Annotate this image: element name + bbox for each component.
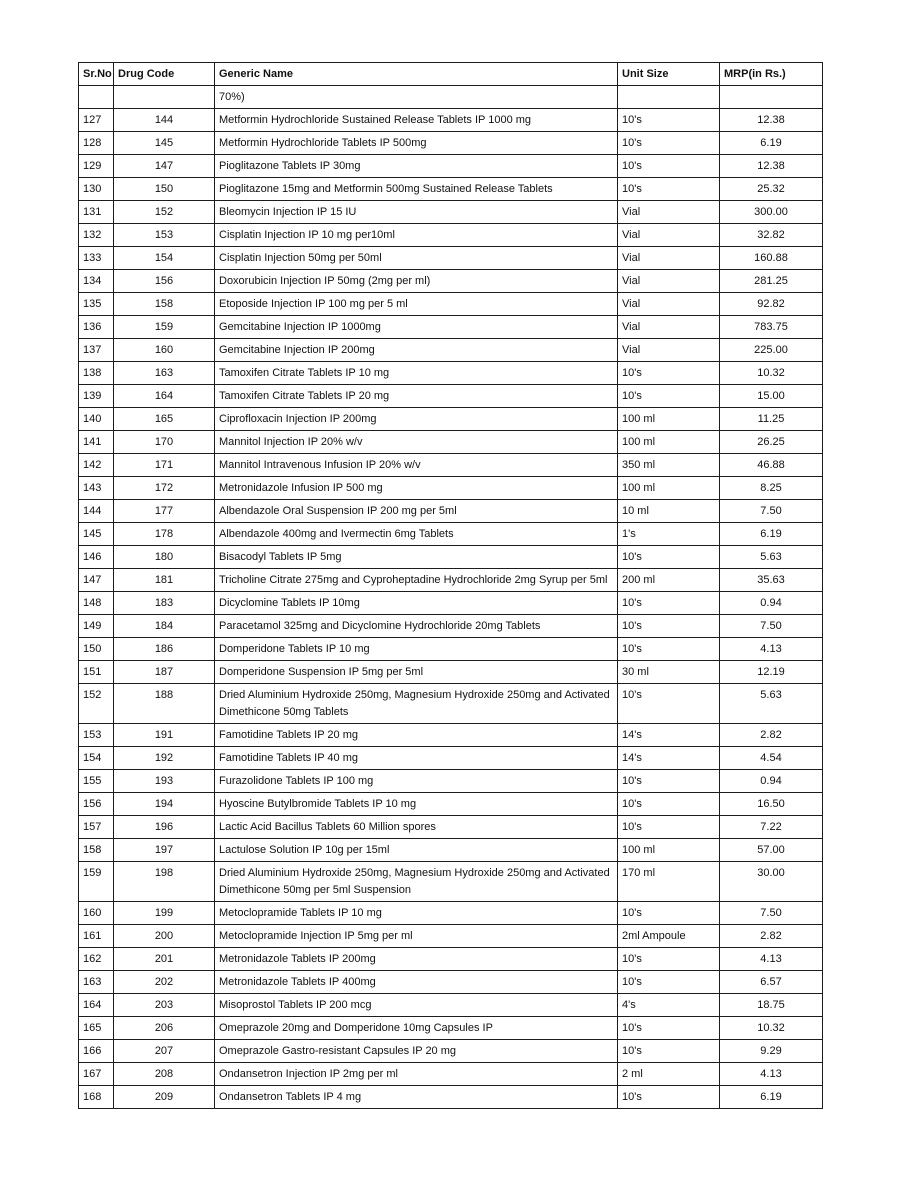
table-row: [79, 316, 823, 339]
cell-mrp: 12.19: [720, 661, 823, 684]
cell-srno: 151: [79, 661, 114, 684]
cell-srno: 162: [79, 948, 114, 971]
cell-srno: 153: [79, 724, 114, 747]
cell-unit-size: 10's: [618, 592, 720, 615]
cell-srno: 131: [79, 201, 114, 224]
cell-srno: 149: [79, 615, 114, 638]
table-row: [79, 684, 823, 724]
cell-srno: 139: [79, 385, 114, 408]
cell-unit-size: 10's: [618, 155, 720, 178]
cell-generic-name: Omeprazole 20mg and Domperidone 10mg Capsules IP: [215, 1017, 618, 1040]
cell-generic-name: Domperidone Tablets IP 10 mg: [215, 638, 618, 661]
table-row: [79, 1086, 823, 1109]
cell-mrp: 6.19: [720, 1086, 823, 1109]
cell-generic-name: Paracetamol 325mg and Dicyclomine Hydrochloride 20mg Tablets: [215, 615, 618, 638]
cell-mrp: 18.75: [720, 994, 823, 1017]
cell-mrp: 7.22: [720, 816, 823, 839]
cell-mrp: 4.13: [720, 1063, 823, 1086]
cell-unit-size: 100 ml: [618, 408, 720, 431]
cell-mrp: 32.82: [720, 224, 823, 247]
cell-unit-size: [618, 86, 720, 109]
table-row: [79, 793, 823, 816]
cell-drug-code: 159: [114, 316, 215, 339]
cell-generic-name: Domperidone Suspension IP 5mg per 5ml: [215, 661, 618, 684]
cell-unit-size: 10's: [618, 109, 720, 132]
cell-drug-code: 197: [114, 839, 215, 862]
cell-unit-size: 10's: [618, 638, 720, 661]
table-row: [79, 132, 823, 155]
cell-unit-size: Vial: [618, 316, 720, 339]
cell-drug-code: 206: [114, 1017, 215, 1040]
table-body: [79, 86, 823, 1109]
cell-mrp: 12.38: [720, 109, 823, 132]
cell-mrp: 225.00: [720, 339, 823, 362]
cell-unit-size: 10's: [618, 793, 720, 816]
cell-unit-size: 10's: [618, 1040, 720, 1063]
table-row: [79, 339, 823, 362]
cell-srno: 148: [79, 592, 114, 615]
cell-drug-code: 177: [114, 500, 215, 523]
cell-srno: 132: [79, 224, 114, 247]
cell-unit-size: Vial: [618, 224, 720, 247]
cell-generic-name: Dried Aluminium Hydroxide 250mg, Magnesium Hydroxide 250mg and Activated Dimethicone 50mg per 5ml Suspension: [215, 862, 618, 902]
cell-unit-size: 10's: [618, 385, 720, 408]
table-row: [79, 747, 823, 770]
cell-unit-size: 2ml Ampoule: [618, 925, 720, 948]
cell-generic-name: Omeprazole Gastro-resistant Capsules IP 20 mg: [215, 1040, 618, 1063]
cell-generic-name: Ondansetron Tablets IP 4 mg: [215, 1086, 618, 1109]
cell-srno: 128: [79, 132, 114, 155]
cell-unit-size: 10's: [618, 902, 720, 925]
cell-unit-size: Vial: [618, 270, 720, 293]
cell-mrp: 25.32: [720, 178, 823, 201]
table-row: [79, 454, 823, 477]
cell-drug-code: 147: [114, 155, 215, 178]
cell-drug-code: 144: [114, 109, 215, 132]
cell-drug-code: 192: [114, 747, 215, 770]
cell-unit-size: 10's: [618, 615, 720, 638]
cell-drug-code: 200: [114, 925, 215, 948]
cell-srno: 168: [79, 1086, 114, 1109]
cell-srno: 154: [79, 747, 114, 770]
cell-unit-size: 14's: [618, 747, 720, 770]
cell-srno: 133: [79, 247, 114, 270]
cell-unit-size: 10's: [618, 971, 720, 994]
cell-unit-size: 10's: [618, 1086, 720, 1109]
cell-srno: 167: [79, 1063, 114, 1086]
cell-generic-name: Misoprostol Tablets IP 200 mcg: [215, 994, 618, 1017]
cell-drug-code: 191: [114, 724, 215, 747]
cell-generic-name: Ciprofloxacin Injection IP 200mg: [215, 408, 618, 431]
cell-mrp: 7.50: [720, 615, 823, 638]
cell-srno: 144: [79, 500, 114, 523]
cell-drug-code: 184: [114, 615, 215, 638]
cell-mrp: 4.54: [720, 747, 823, 770]
cell-mrp: [720, 86, 823, 109]
cell-generic-name: Tamoxifen Citrate Tablets IP 10 mg: [215, 362, 618, 385]
cell-srno: 137: [79, 339, 114, 362]
cell-generic-name: Albendazole 400mg and Ivermectin 6mg Tablets: [215, 523, 618, 546]
cell-mrp: 57.00: [720, 839, 823, 862]
table-row: [79, 770, 823, 793]
cell-srno: 142: [79, 454, 114, 477]
cell-unit-size: 10 ml: [618, 500, 720, 523]
cell-drug-code: 181: [114, 569, 215, 592]
cell-srno: 166: [79, 1040, 114, 1063]
cell-srno: 136: [79, 316, 114, 339]
cell-generic-name: Mannitol Injection IP 20% w/v: [215, 431, 618, 454]
cell-mrp: 7.50: [720, 500, 823, 523]
table-row: [79, 615, 823, 638]
cell-srno: 157: [79, 816, 114, 839]
cell-mrp: 5.63: [720, 684, 823, 724]
cell-generic-name: Bleomycin Injection IP 15 IU: [215, 201, 618, 224]
cell-drug-code: 163: [114, 362, 215, 385]
cell-unit-size: 100 ml: [618, 477, 720, 500]
col-header-drug-code: Drug Code: [114, 63, 215, 86]
table-row: [79, 293, 823, 316]
table-row: [79, 1017, 823, 1040]
cell-unit-size: Vial: [618, 247, 720, 270]
cell-generic-name: Metformin Hydrochloride Tablets IP 500mg: [215, 132, 618, 155]
cell-drug-code: 196: [114, 816, 215, 839]
cell-drug-code: 207: [114, 1040, 215, 1063]
cell-unit-size: 100 ml: [618, 839, 720, 862]
table-row: [79, 201, 823, 224]
cell-unit-size: 10's: [618, 178, 720, 201]
table-row: [79, 270, 823, 293]
cell-unit-size: 10's: [618, 1017, 720, 1040]
cell-drug-code: 150: [114, 178, 215, 201]
cell-unit-size: 10's: [618, 132, 720, 155]
table-row: [79, 155, 823, 178]
cell-drug-code: 209: [114, 1086, 215, 1109]
table-header: [79, 63, 823, 86]
table-row: [79, 523, 823, 546]
table-row: [79, 816, 823, 839]
cell-mrp: 783.75: [720, 316, 823, 339]
table-row: [79, 247, 823, 270]
cell-unit-size: 2 ml: [618, 1063, 720, 1086]
cell-mrp: 0.94: [720, 770, 823, 793]
cell-srno: 146: [79, 546, 114, 569]
cell-generic-name: Cisplatin Injection IP 10 mg per10ml: [215, 224, 618, 247]
cell-mrp: 10.32: [720, 362, 823, 385]
cell-srno: 158: [79, 839, 114, 862]
cell-unit-size: 10's: [618, 816, 720, 839]
table-row: [79, 408, 823, 431]
cell-mrp: 35.63: [720, 569, 823, 592]
table-row: [79, 994, 823, 1017]
drug-price-table: [78, 62, 823, 1109]
cell-drug-code: 198: [114, 862, 215, 902]
cell-mrp: 6.19: [720, 523, 823, 546]
cell-unit-size: 30 ml: [618, 661, 720, 684]
cell-mrp: 15.00: [720, 385, 823, 408]
col-header-srno: Sr.No: [79, 63, 114, 86]
cell-generic-name: Pioglitazone 15mg and Metformin 500mg Sustained Release Tablets: [215, 178, 618, 201]
cell-mrp: 92.82: [720, 293, 823, 316]
cell-mrp: 11.25: [720, 408, 823, 431]
cell-drug-code: 156: [114, 270, 215, 293]
cell-drug-code: 186: [114, 638, 215, 661]
cell-drug-code: 172: [114, 477, 215, 500]
cell-generic-name: Lactulose Solution IP 10g per 15ml: [215, 839, 618, 862]
cell-generic-name: Furazolidone Tablets IP 100 mg: [215, 770, 618, 793]
col-header-mrp: MRP(in Rs.): [720, 63, 823, 86]
cell-unit-size: 200 ml: [618, 569, 720, 592]
table-row: [79, 477, 823, 500]
cell-mrp: 30.00: [720, 862, 823, 902]
col-header-generic-name: Generic Name: [215, 63, 618, 86]
table-row: [79, 224, 823, 247]
cell-generic-name: Metoclopramide Tablets IP 10 mg: [215, 902, 618, 925]
cell-drug-code: 180: [114, 546, 215, 569]
cell-generic-name: Dried Aluminium Hydroxide 250mg, Magnesium Hydroxide 250mg and Activated Dimethicone 50mg Tablets: [215, 684, 618, 724]
cell-drug-code: 187: [114, 661, 215, 684]
cell-generic-name: Gemcitabine Injection IP 1000mg: [215, 316, 618, 339]
cell-unit-size: 4's: [618, 994, 720, 1017]
table-row: [79, 971, 823, 994]
cell-drug-code: 158: [114, 293, 215, 316]
cell-mrp: 10.32: [720, 1017, 823, 1040]
table-row: [79, 902, 823, 925]
cell-srno: 129: [79, 155, 114, 178]
cell-generic-name: Tricholine Citrate 275mg and Cyproheptadine Hydrochloride 2mg Syrup per 5ml: [215, 569, 618, 592]
cell-srno: 140: [79, 408, 114, 431]
table-row: [79, 1063, 823, 1086]
cell-drug-code: 202: [114, 971, 215, 994]
cell-srno: 163: [79, 971, 114, 994]
table-row: [79, 925, 823, 948]
cell-srno: 134: [79, 270, 114, 293]
table-row: [79, 569, 823, 592]
cell-generic-name: Ondansetron Injection IP 2mg per ml: [215, 1063, 618, 1086]
table-row: [79, 109, 823, 132]
cell-mrp: 46.88: [720, 454, 823, 477]
table-row: [79, 500, 823, 523]
cell-drug-code: 199: [114, 902, 215, 925]
cell-unit-size: 350 ml: [618, 454, 720, 477]
cell-mrp: 281.25: [720, 270, 823, 293]
cell-srno: 127: [79, 109, 114, 132]
cell-generic-name: Metformin Hydrochloride Sustained Release Tablets IP 1000 mg: [215, 109, 618, 132]
table-row: [79, 948, 823, 971]
cell-srno: 150: [79, 638, 114, 661]
col-header-unit-size: Unit Size: [618, 63, 720, 86]
cell-drug-code: 201: [114, 948, 215, 971]
cell-unit-size: 170 ml: [618, 862, 720, 902]
cell-generic-name: Metoclopramide Injection IP 5mg per ml: [215, 925, 618, 948]
cell-srno: 156: [79, 793, 114, 816]
table-row: [79, 1040, 823, 1063]
cell-mrp: 2.82: [720, 925, 823, 948]
cell-mrp: 16.50: [720, 793, 823, 816]
cell-generic-name: Etoposide Injection IP 100 mg per 5 ml: [215, 293, 618, 316]
cell-drug-code: 178: [114, 523, 215, 546]
cell-drug-code: 165: [114, 408, 215, 431]
cell-drug-code: 203: [114, 994, 215, 1017]
cell-drug-code: 145: [114, 132, 215, 155]
cell-drug-code: 160: [114, 339, 215, 362]
cell-srno: 135: [79, 293, 114, 316]
cell-mrp: 26.25: [720, 431, 823, 454]
cell-generic-name: Cisplatin Injection 50mg per 50ml: [215, 247, 618, 270]
cell-mrp: 300.00: [720, 201, 823, 224]
table-row: [79, 592, 823, 615]
cell-drug-code: 154: [114, 247, 215, 270]
cell-generic-name: Lactic Acid Bacillus Tablets 60 Million spores: [215, 816, 618, 839]
cell-srno: 130: [79, 178, 114, 201]
cell-mrp: 2.82: [720, 724, 823, 747]
cell-mrp: 4.13: [720, 948, 823, 971]
cell-drug-code: 171: [114, 454, 215, 477]
cell-srno: [79, 86, 114, 109]
table-row: [79, 862, 823, 902]
cell-drug-code: 183: [114, 592, 215, 615]
cell-unit-size: 10's: [618, 362, 720, 385]
cell-generic-name: Tamoxifen Citrate Tablets IP 20 mg: [215, 385, 618, 408]
cell-srno: 160: [79, 902, 114, 925]
cell-srno: 145: [79, 523, 114, 546]
table-row: [79, 362, 823, 385]
cell-drug-code: 152: [114, 201, 215, 224]
cell-mrp: 7.50: [720, 902, 823, 925]
table-row: [79, 724, 823, 747]
table-row: [79, 178, 823, 201]
cell-unit-size: 1's: [618, 523, 720, 546]
cell-drug-code: 193: [114, 770, 215, 793]
cell-srno: 164: [79, 994, 114, 1017]
cell-srno: 161: [79, 925, 114, 948]
cell-generic-name: Albendazole Oral Suspension IP 200 mg per 5ml: [215, 500, 618, 523]
cell-drug-code: 170: [114, 431, 215, 454]
cell-unit-size: Vial: [618, 201, 720, 224]
cell-mrp: 9.29: [720, 1040, 823, 1063]
cell-drug-code: 164: [114, 385, 215, 408]
cell-generic-name: Metronidazole Tablets IP 400mg: [215, 971, 618, 994]
cell-unit-size: 10's: [618, 770, 720, 793]
cell-srno: 155: [79, 770, 114, 793]
table-row: [79, 385, 823, 408]
cell-drug-code: [114, 86, 215, 109]
header-row: [79, 63, 823, 86]
cell-generic-name: Gemcitabine Injection IP 200mg: [215, 339, 618, 362]
table-row: [79, 638, 823, 661]
cell-mrp: 4.13: [720, 638, 823, 661]
cell-unit-size: 10's: [618, 948, 720, 971]
cell-generic-name: Metronidazole Infusion IP 500 mg: [215, 477, 618, 500]
cell-unit-size: Vial: [618, 293, 720, 316]
cell-unit-size: 10's: [618, 684, 720, 724]
cell-generic-name: 70%): [215, 86, 618, 109]
cell-drug-code: 153: [114, 224, 215, 247]
cell-drug-code: 208: [114, 1063, 215, 1086]
cell-mrp: 6.57: [720, 971, 823, 994]
cell-mrp: 5.63: [720, 546, 823, 569]
cell-srno: 159: [79, 862, 114, 902]
cell-generic-name: Famotidine Tablets IP 20 mg: [215, 724, 618, 747]
table-row: [79, 546, 823, 569]
cell-mrp: 8.25: [720, 477, 823, 500]
cell-generic-name: Mannitol Intravenous Infusion IP 20% w/v: [215, 454, 618, 477]
table-row: [79, 839, 823, 862]
table-row: [79, 661, 823, 684]
cell-mrp: 0.94: [720, 592, 823, 615]
cell-generic-name: Metronidazole Tablets IP 200mg: [215, 948, 618, 971]
table-row: [79, 431, 823, 454]
cell-unit-size: 14's: [618, 724, 720, 747]
cell-srno: 141: [79, 431, 114, 454]
cell-generic-name: Doxorubicin Injection IP 50mg (2mg per ml): [215, 270, 618, 293]
cell-srno: 165: [79, 1017, 114, 1040]
cell-mrp: 12.38: [720, 155, 823, 178]
cell-drug-code: 188: [114, 684, 215, 724]
cell-srno: 143: [79, 477, 114, 500]
cell-generic-name: Famotidine Tablets IP 40 mg: [215, 747, 618, 770]
cell-unit-size: 10's: [618, 546, 720, 569]
table-row: [79, 86, 823, 109]
cell-mrp: 160.88: [720, 247, 823, 270]
cell-srno: 138: [79, 362, 114, 385]
cell-srno: 152: [79, 684, 114, 724]
cell-unit-size: 100 ml: [618, 431, 720, 454]
cell-drug-code: 194: [114, 793, 215, 816]
cell-mrp: 6.19: [720, 132, 823, 155]
cell-generic-name: Dicyclomine Tablets IP 10mg: [215, 592, 618, 615]
cell-srno: 147: [79, 569, 114, 592]
cell-generic-name: Bisacodyl Tablets IP 5mg: [215, 546, 618, 569]
cell-generic-name: Pioglitazone Tablets IP 30mg: [215, 155, 618, 178]
cell-unit-size: Vial: [618, 339, 720, 362]
cell-generic-name: Hyoscine Butylbromide Tablets IP 10 mg: [215, 793, 618, 816]
